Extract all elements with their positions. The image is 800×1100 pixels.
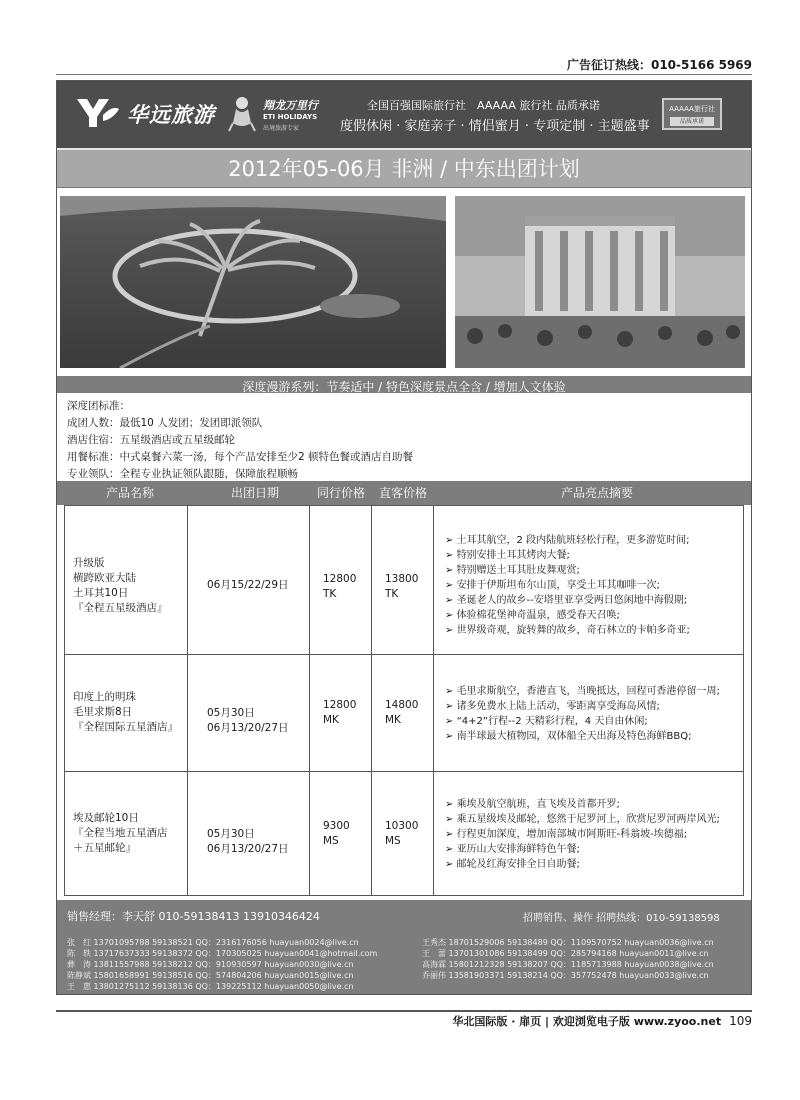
badge-subtitle: 品质承诺 <box>670 117 714 126</box>
list-item: ➢ 邮轮及红海安排全日自助餐; <box>445 857 720 872</box>
list-item: ➢ 安排于伊斯坦布尔山顶，享受土耳其咖啡一次; <box>445 578 690 593</box>
product-table <box>64 505 744 896</box>
palm-island-photo <box>60 196 446 368</box>
direct-price: 14800 MK <box>385 699 419 726</box>
standard-item: 用餐标准：中式桌餐六菜一汤，每个产品安排至少2 顿特色餐或酒店自助餐 <box>67 451 414 463</box>
header-product-name: 产品名称 <box>105 486 154 500</box>
sales-manager: 销售经理：李天舒 010-59138413 13910346424 <box>67 910 320 923</box>
list-item: ➢ 乘埃及航空航班，直飞埃及首都开罗; <box>445 797 720 812</box>
departure-dates: 06月15/22/29日 <box>207 579 289 591</box>
list-item: ➢ “4+2”行程--2 天精彩行程，4 天自由休闲; <box>445 714 720 729</box>
edition-info: 华北国际版 · 扉页 | 欢迎浏览电子版 www.zyoo.net <box>452 1015 722 1028</box>
contact-row: 乔丽伟 13581903371 59138214 QQ：357752478 huayuan0033@live.cn <box>422 971 709 980</box>
dragon-mascot-icon <box>227 93 257 133</box>
partner-english-name: ETI HOLIDAYS <box>263 113 318 121</box>
bottom-rule <box>56 1010 752 1012</box>
header-direct-price: 直客价格 <box>378 486 427 500</box>
list-item: ➢ 行程更加深度，增加南部城市阿斯旺-科翁坡-埃德福; <box>445 827 720 842</box>
header-highlights: 产品亮点摘要 <box>560 486 633 500</box>
highlight-list <box>445 684 720 744</box>
contact-row: 陈静斌 15801658991 59138516 QQ：574804206 huayuan0015@live.cn <box>67 971 354 980</box>
badge-title: AAAAA旅行社 <box>669 105 715 113</box>
contact-row: 王 蕾 13701301086 59138499 QQ：285794168 huayuan0011@live.cn <box>422 949 709 958</box>
contact-row: 高海霖 15801212328 59138207 QQ：1185713988 huayuan0038@live.cn <box>422 960 714 969</box>
ephesus-library-photo <box>455 196 745 368</box>
series-text: 深度漫游系列：节奏适中 / 特色深度景点全含 / 增加人文体验 <box>242 380 566 394</box>
table-row <box>65 654 745 771</box>
banner-credentials: 全国百强国际旅行社 AAAAA 旅行社 品质承诺 <box>367 99 600 112</box>
partner-name: 翔龙万里行 <box>263 99 318 112</box>
standard-item: 成团人数：最低10 人发团；发团即派领队 <box>67 417 263 429</box>
contact-row: 王秀杰 18701529006 59138489 QQ：1109570752 huayuan0036@live.cn <box>422 938 714 947</box>
product-name: 埃及邮轮10日 『全程当地五星酒店 ＋五星邮轮』 <box>73 812 168 854</box>
tour-standards <box>67 398 413 483</box>
top-rule <box>56 74 752 75</box>
header-departure-dates: 出团日期 <box>230 486 279 500</box>
brand-logo-icon <box>73 95 121 131</box>
brand-banner <box>57 81 751 148</box>
recruit-info: 招聘销售、操作 招聘热线：010-59138598 <box>523 913 720 924</box>
ad-frame <box>56 80 752 935</box>
contact-directory <box>56 935 752 995</box>
departure-dates: 05月30日 06月13/20/27日 <box>207 707 289 734</box>
product-name: 升级版 横跨欧亚大陆 土耳其10日 『全程五星级酒店』 <box>73 557 168 614</box>
standards-heading: 深度团标准： <box>67 400 130 412</box>
standard-item: 酒店住宿：五星级酒店或五星级邮轮 <box>67 434 235 446</box>
list-item: ➢ 特别安排土耳其烤肉大餐; <box>445 548 690 563</box>
table-row <box>65 771 745 895</box>
ad-hotline: 广告征订热线：010-5166 5969 <box>566 58 752 72</box>
product-name: 印度上的明珠 毛里求斯8日 『全程国际五星酒店』 <box>73 691 178 733</box>
brand-name: 华远旅游 <box>127 103 215 127</box>
list-item: ➢ 南半球最大植物园，双体船全天出海及特色海鲜BBQ; <box>445 729 720 744</box>
list-item: ➢ 特别赠送土耳其肚皮舞观赏; <box>445 563 690 578</box>
list-item: ➢ 乘五星级埃及邮轮，悠然于尼罗河上，欣赏尼罗河两岸风光; <box>445 812 720 827</box>
page-title: 2012年05-06月 非洲 / 中东出团计划 <box>228 157 580 181</box>
peer-price: 12800 MK <box>323 699 357 726</box>
page-title-bar <box>57 148 751 188</box>
header-peer-price: 同行价格 <box>316 486 365 500</box>
sales-footer <box>57 900 751 935</box>
banner-themes: 度假休闲 · 家庭亲子 · 情侣蜜月 · 专项定制 · 主题盛事 <box>340 119 650 134</box>
direct-price: 10300 MS <box>385 820 419 847</box>
highlight-list <box>445 797 720 872</box>
list-item: ➢ 世界级奇观，旋转舞的故乡，奇石林立的卡帕多奇亚; <box>445 623 690 638</box>
list-item: ➢ 圣诞老人的故乡--安塔里亚享受两日悠闲地中海假期; <box>445 593 690 608</box>
table-row <box>65 506 745 654</box>
quality-badge <box>662 98 722 130</box>
table-header <box>57 481 751 505</box>
list-item: ➢ 体验棉花堡神奇温泉，感受春天召唤; <box>445 608 690 623</box>
page-number: 109 <box>729 1014 752 1028</box>
direct-price: 13800 TK <box>385 573 419 600</box>
contact-row: 王 惠 13801275112 59138136 QQ：139225112 huayuan0050@live.cn <box>67 982 354 991</box>
list-item: ➢ 土耳其航空，2 段内陆航班轻松行程，更多游览时间; <box>445 533 690 548</box>
contact-row: 彝 涛 13811557988 59138212 QQ：910930597 huayuan0030@live.cn <box>67 960 354 969</box>
contact-row: 张 红 13701095788 59138521 QQ：2316176056 huayuan0024@live.cn <box>67 938 359 947</box>
standard-item: 专业领队：全程专业执证领队跟随，保障旅程顺畅 <box>67 468 298 480</box>
departure-dates: 05月30日 06月13/20/27日 <box>207 828 289 855</box>
highlight-list <box>445 533 690 638</box>
list-item: ➢ 亚历山大安排海鲜特色午餐; <box>445 842 720 857</box>
series-bar <box>57 376 751 393</box>
peer-price: 9300 MS <box>323 820 350 847</box>
peer-price: 12800 TK <box>323 573 357 600</box>
partner-subtitle: 出境旅游专家 <box>263 125 300 132</box>
page-footer <box>452 1013 752 1029</box>
contact-row: 陈 轶 13717637333 59138372 QQ：170305025 huayuan0041@hotmail.com <box>67 949 378 958</box>
list-item: ➢ 毛里求斯航空，香港直飞，当晚抵达，回程可香港停留一周; <box>445 684 720 699</box>
list-item: ➢ 诸多免费水上陆上活动，零距离享受海岛风情; <box>445 699 720 714</box>
